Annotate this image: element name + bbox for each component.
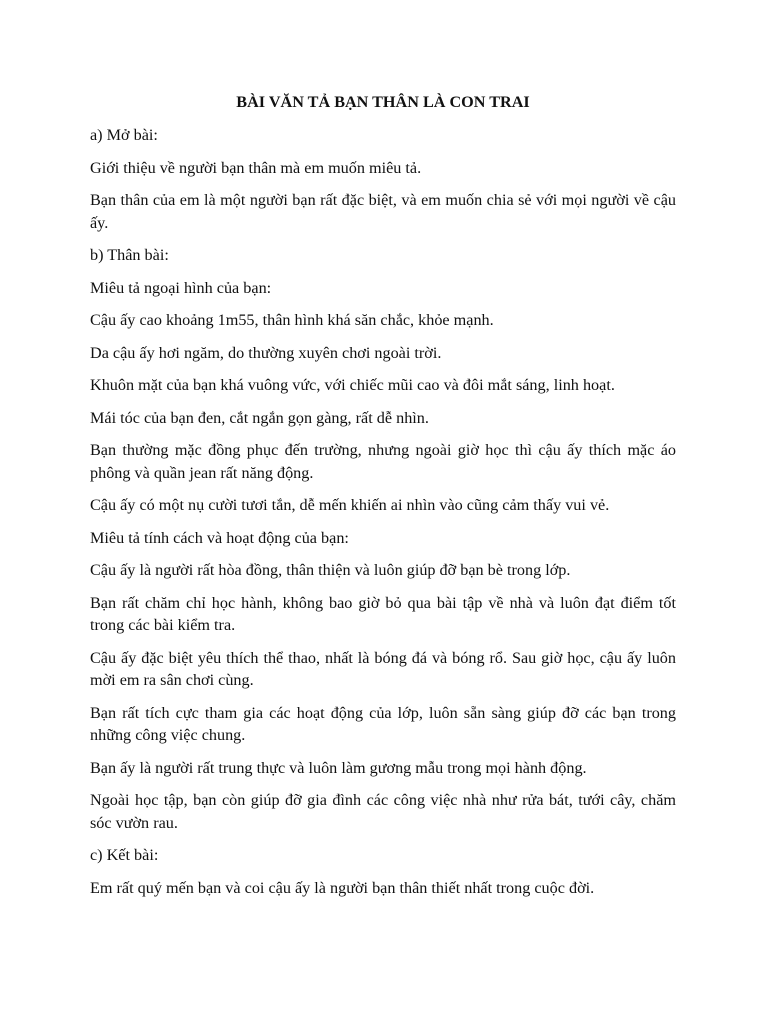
paragraph: Em rất quý mến bạn và coi cậu ấy là người bạn thân thiết nhất trong cuộc đời. (90, 878, 595, 897)
paragraph: Miêu tả tính cách và hoạt động của bạn: (90, 528, 349, 547)
paragraph: Cậu ấy có một nụ cười tươi tắn, dễ mến khiến ai nhìn vào cũng cảm thấy vui vẻ. (90, 496, 610, 514)
paragraph: Bạn rất chăm chỉ học hành, không bao giờ bỏ qua bài tập về nhà và luôn đạt điểm tốt trong các bài kiểm tra. (90, 593, 676, 634)
document-page (90, 91, 676, 909)
section-heading-body: b) Thân bài: (90, 246, 169, 264)
document-title: BÀI VĂN TẢ BẠN THÂN LÀ CON TRAI (236, 93, 530, 111)
paragraph: Khuôn mặt của bạn khá vuông vức, với chiếc mũi cao và đôi mắt sáng, linh hoạt. (90, 376, 615, 394)
paragraph: Cậu ấy là người rất hòa đồng, thân thiện và luôn giúp đỡ bạn bè trong lớp. (90, 561, 571, 579)
paragraph: Mái tóc của bạn đen, cắt ngắn gọn gàng, rất dễ nhìn. (90, 408, 429, 427)
paragraph: Bạn rất tích cực tham gia các hoạt động của lớp, luôn sẵn sàng giúp đỡ các bạn trong những công việc chung. (90, 703, 676, 744)
paragraph: Giới thiệu về người bạn thân mà em muốn miêu tả. (90, 158, 422, 177)
paragraph: Ngoài học tập, bạn còn giúp đỡ gia đình các công việc nhà như rửa bát, tưới cây, chăm sóc vườn rau. (90, 791, 676, 832)
paragraph: Da cậu ấy hơi ngăm, do thường xuyên chơi ngoài trời. (90, 343, 442, 362)
section-heading-conclusion: c) Kết bài: (90, 846, 159, 864)
paragraph: Bạn thường mặc đồng phục đến trường, nhưng ngoài giờ học thì cậu ấy thích mặc áo phông và quần jean rất năng động. (90, 441, 676, 482)
paragraph: Bạn thân của em là một người bạn rất đặc biệt, và em muốn chia sẻ với mọi người về cậu ấy. (90, 191, 676, 232)
paragraph: Cậu ấy cao khoảng 1m55, thân hình khá săn chắc, khỏe mạnh. (90, 311, 494, 329)
paragraph: Bạn ấy là người rất trung thực và luôn làm gương mẫu trong mọi hành động. (90, 758, 587, 777)
paragraph: Miêu tả ngoại hình của bạn: (90, 278, 272, 297)
paragraph: Cậu ấy đặc biệt yêu thích thể thao, nhất là bóng đá và bóng rổ. Sau giờ học, cậu ấy luôn mời em ra sân chơi cùng. (90, 648, 676, 689)
section-heading-intro: a) Mở bài: (90, 126, 158, 144)
